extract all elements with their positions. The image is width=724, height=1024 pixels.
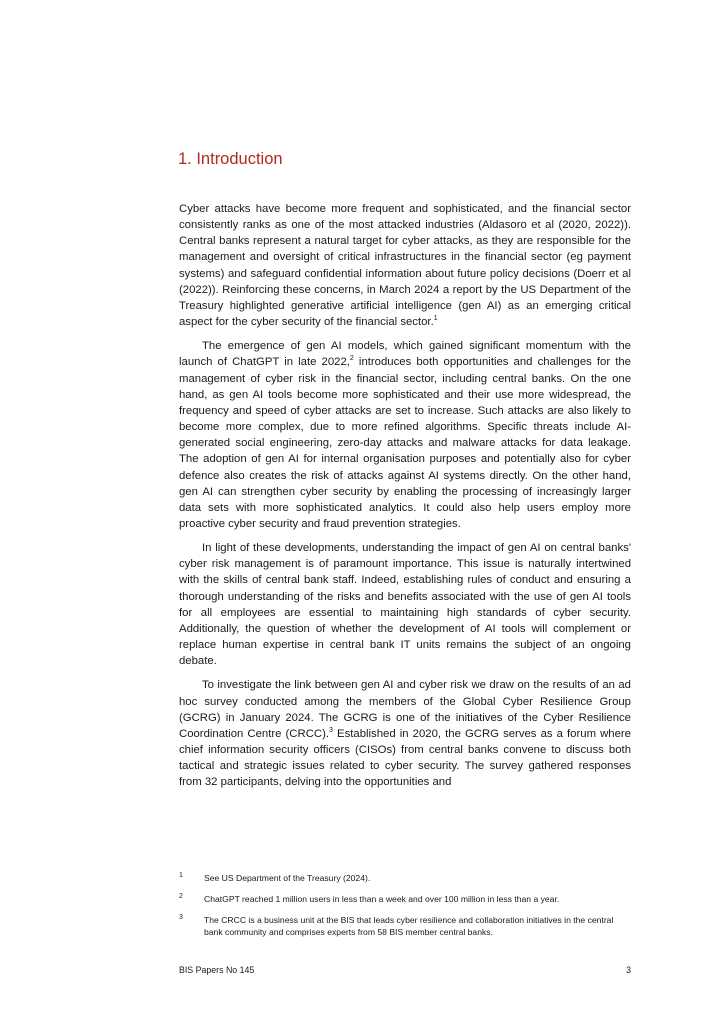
footnotes <box>179 872 631 947</box>
paragraph-1-text: Cyber attacks have become more frequent and sophisticated, and the financial sector consistently ranks as one of the most attacked industries (Aldasoro et al (2020, 2022)). Central banks represent a natural target for cyber attacks, as they are responsible for the management and oversight of critical infrastructures in the financial sector (eg payment systems) and safeguard confidential information about future policy decisions (Doerr et al (2022)). Reinforcing these concerns, in March 2024 a report by the US Department of the Treasury highlighted generative artificial intelligence (gen AI) as an emerging critical aspect for the cyber security of the financial sector. <box>179 203 631 329</box>
footnote-number: 2 <box>179 893 183 900</box>
paragraph-3-text: In light of these developments, understanding the impact of gen AI on central banks' cyber risk management is of paramount importance. This issue is naturally intertwined with the skills of central bank staff. Indeed, establishing rules of conduct and ensuring a thorough understanding of the risks and benefits associated with the use of gen AI tools for all employees are essential to maintaining high standards of cyber security. Additionally, the question of whether the development of AI tools will complement or replace human expertise in central bank IT units remains the subject of an ongoing debate. <box>179 542 631 668</box>
body-text <box>179 201 631 798</box>
footnote-number: 3 <box>179 914 183 921</box>
paragraph-2 <box>179 338 631 532</box>
paragraph-2-text-a: The emergence of gen AI models, which gained significant momentum with the launch of ChatGPT in late 2022, <box>179 340 631 369</box>
footnote <box>179 893 631 905</box>
footnote-text: ChatGPT reached 1 million users in less than a week and over 100 million in less than a year. <box>204 894 560 904</box>
footnote <box>179 914 631 938</box>
paragraph-4-text-b: Established in 2020, the GCRG serves as a forum where chief information security officers (CISOs) from central banks convene to discuss both tactical and strategic issues related to cyber security. The survey gathered responses from 32 participants, delving into the opportunities and <box>179 727 631 789</box>
footnote-number: 1 <box>179 872 183 879</box>
page-footer <box>179 965 631 975</box>
paragraph-2-text-b: introduces both opportunities and challenges for the management of cyber risk in the financial sector, including central banks. On the one hand, as gen AI tools become more sophisticated and their use more widespread, the frequency and speed of cyber attacks are set to increase. Such attacks are also likely to become more complex, due to more refined algorithms. Specific threats include AI-generated social engineering, zero-day attacks and malware attacks for data leakage. The adoption of gen AI for internal organisation purposes and potentially also for cyber defence also creates the risk of attacks against AI systems directly. On the other hand, gen AI can strengthen cyber security by enabling the processing of increasingly larger data sets with more sophisticated analytics. It could also help users employ more proactive cyber security and fraud prevention strategies. <box>179 356 631 530</box>
footnote-text: See US Department of the Treasury (2024). <box>204 873 371 883</box>
footnote-ref-3[interactable]: 3 <box>329 727 333 735</box>
publication-title: BIS Papers No 145 <box>179 965 255 975</box>
paragraph-3 <box>179 540 631 669</box>
paragraph-4-text-a: To investigate the link between gen AI and cyber risk we draw on the results of an ad hoc survey conducted among the members of the Global Cyber Resilience Group (GCRG) in January 2024. The GCRG is one of the initiatives of the Cyber Resilience Coordination Centre (CRCC). <box>179 679 631 740</box>
paragraph-1 <box>179 201 631 330</box>
footnote-text: The CRCC is a business unit at the BIS that leads cyber resilience and collaboration initiatives in the central bank community and comprises experts from 58 BIS member central banks. <box>204 915 614 937</box>
page-number: 3 <box>626 965 631 975</box>
section-heading: 1. Introduction <box>178 150 283 168</box>
paragraph-4 <box>179 677 631 790</box>
footnote-ref-1[interactable]: 1 <box>433 315 438 323</box>
footnote <box>179 872 631 884</box>
footnote-ref-2[interactable]: 2 <box>349 355 354 363</box>
